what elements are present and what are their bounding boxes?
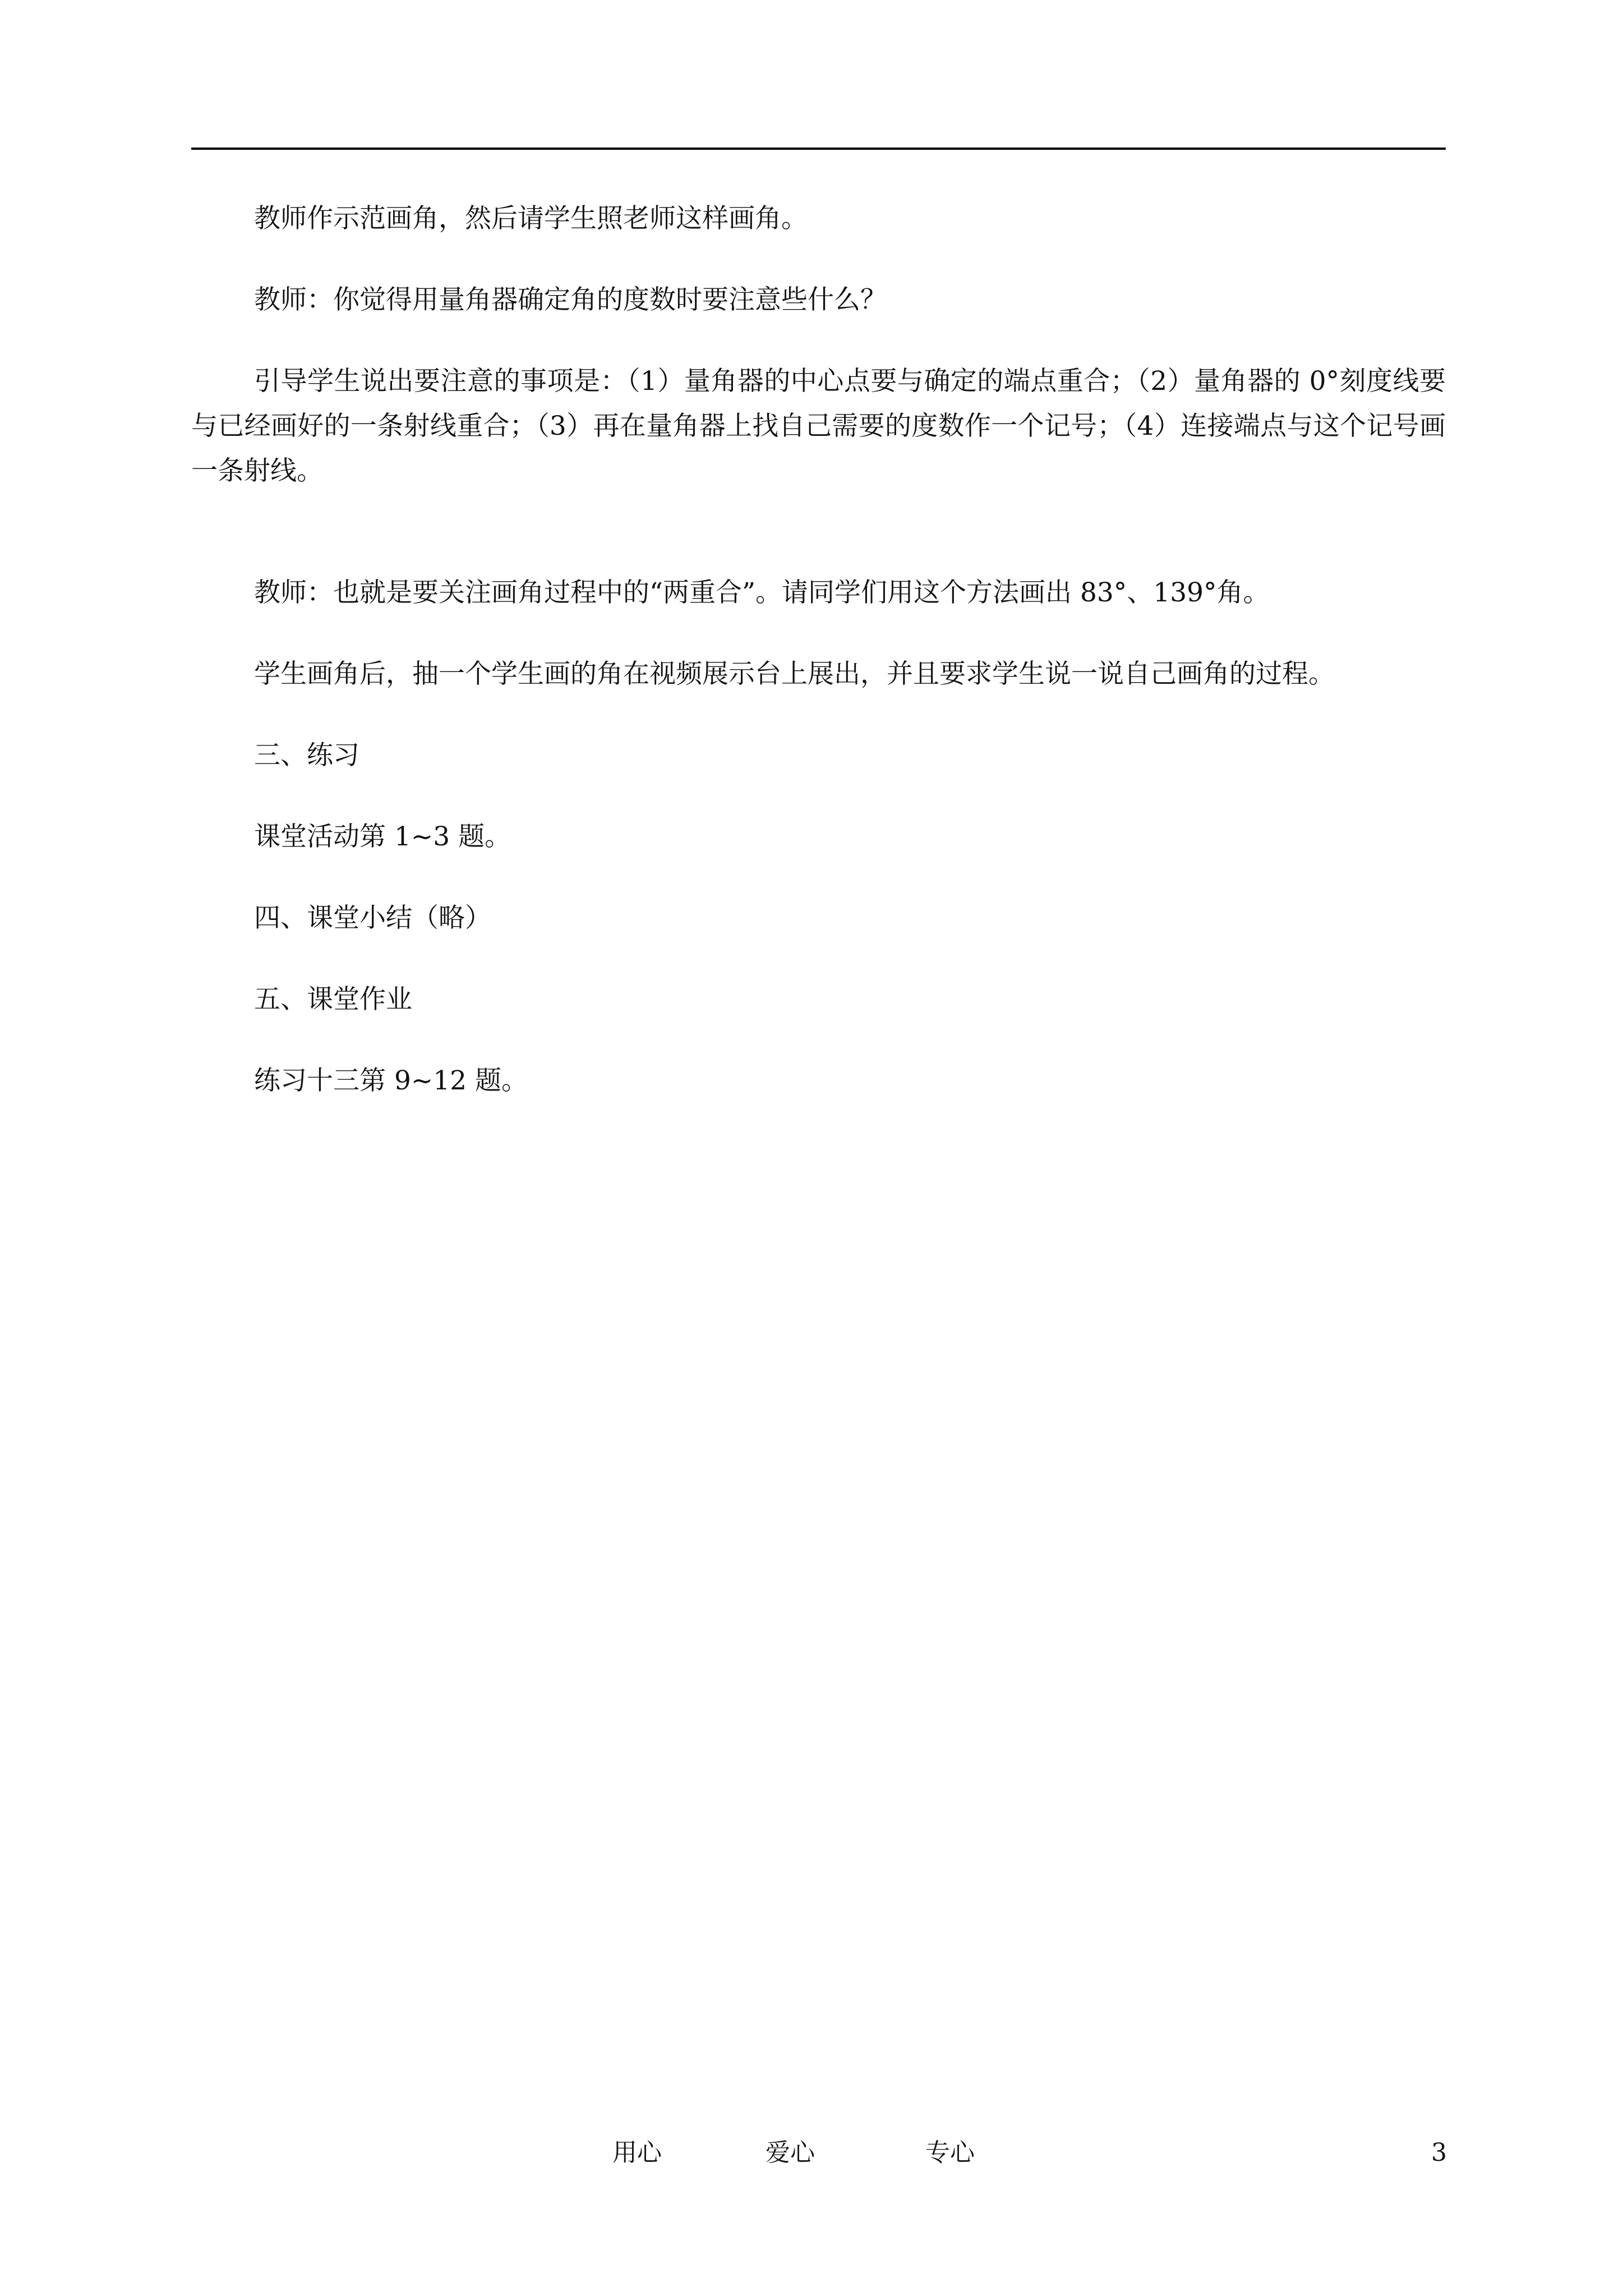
page-number: 3 [1431, 2138, 1447, 2167]
footer-motto-2: 爱心 [766, 2138, 815, 2167]
paragraph-guidance-steps: 引导学生说出要注意的事项是：（1）量角器的中心点要与确定的端点重合；（2）量角器的 0°刻度线要与已经画好的一条射线重合；（3）再在量角器上找自己需要的度数作一个记号；（4）连接端点与这个记号画一条射线。 [191, 366, 1446, 486]
paragraph-demo-drawing: 教师作示范画角，然后请学生照老师这样画角。 [254, 203, 808, 234]
paragraph-exercise-assignment: 练习十三第 9~12 题。 [254, 1065, 528, 1096]
paragraph-class-activity: 课堂活动第 1~3 题。 [254, 821, 511, 852]
footer-motto-1: 用心 [612, 2138, 662, 2167]
section-heading-homework: 五、课堂作业 [254, 984, 412, 1015]
footer-motto-3: 专心 [925, 2138, 975, 2167]
paragraph-student-display: 学生画角后，抽一个学生画的角在视频展示台上展出，并且要求学生说一说自己画角的过程。 [254, 659, 1335, 689]
section-heading-summary: 四、课堂小结（略） [254, 903, 491, 933]
paragraph-two-coincide: 教师：也就是要关注画角过程中的“两重合”。请同学们用这个方法画出 83°、139°角。 [254, 577, 1270, 608]
section-heading-practice: 三、练习 [254, 740, 359, 771]
header-rule [191, 148, 1446, 150]
paragraph-teacher-question: 教师：你觉得用量角器确定角的度数时要注意些什么？ [254, 284, 887, 315]
